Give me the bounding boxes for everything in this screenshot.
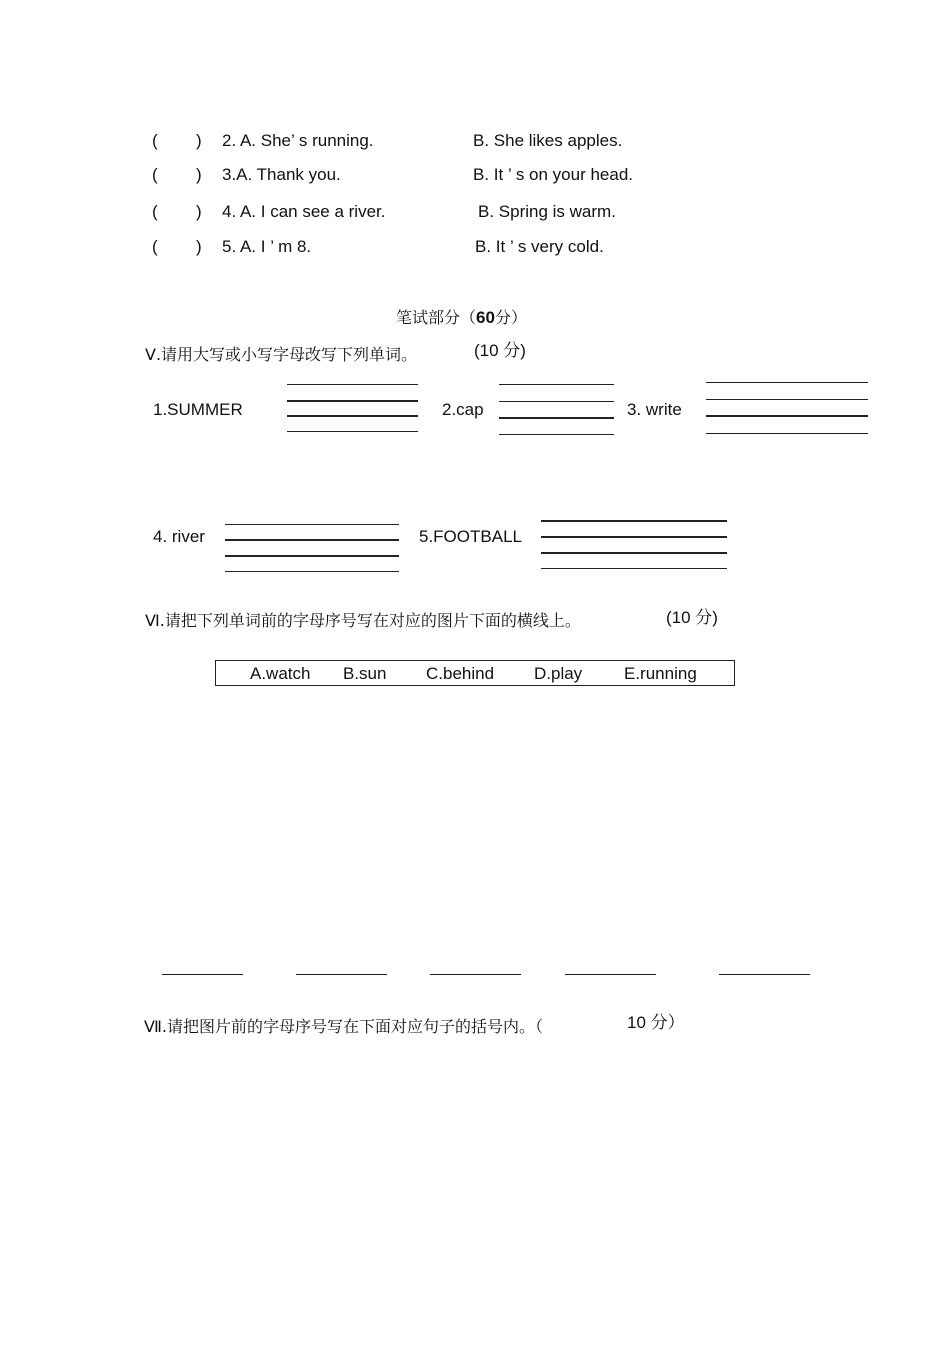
section5-title: Ⅴ.请用大写或小写字母改写下列单词。 [145,345,418,364]
section6-title: Ⅵ.请把下列单词前的字母序号写在对应的图片下面的横线上。 [145,611,581,630]
answer-bracket-open: ( [152,131,158,150]
answer-bracket-open: ( [152,237,158,256]
answer-bracket-close: ) [196,237,202,256]
option-a: 3.A. Thank you. [222,165,341,184]
word-option: B.sun [343,664,387,683]
answer-blank[interactable] [162,974,243,975]
word-river: 4. river [153,527,205,546]
word-option: D.play [534,664,583,683]
answer-blank[interactable] [430,974,521,975]
answer-blank[interactable] [565,974,656,975]
option-b: B. She likes apples. [473,131,623,150]
section5-score: (10 分) [474,341,526,360]
written-section-label: 笔试部分（ [396,308,477,327]
word-write: 3. write [627,400,682,419]
option-b: B. Spring is warm. [478,202,616,221]
option-a: 4. A. I can see a river. [222,202,386,221]
word-option: C.behind [426,664,495,683]
option-b: B. It ’ s very cold. [475,237,604,256]
written-section-score: 60 [476,308,495,327]
word-option: E.running [624,664,697,683]
section7-score: 10 分） [627,1013,685,1032]
word-football: 5.FOOTBALL [419,527,522,546]
answer-bracket-open: ( [152,165,158,184]
word-option: A.watch [250,664,311,683]
word-summer: 1.SUMMER [153,400,243,419]
written-section-unit: 分） [494,308,527,327]
word-cap: 2.cap [442,400,484,419]
answer-blank[interactable] [296,974,387,975]
answer-bracket-close: ) [196,165,202,184]
option-b: B. It ’ s on your head. [473,165,634,184]
option-a: 5. A. I ’ m 8. [222,237,312,256]
answer-bracket-close: ) [196,202,202,221]
written-section-heading [396,305,527,328]
section6-score: (10 分) [666,608,718,627]
option-a: 2. A. She’ s running. [222,131,374,150]
section7-title: Ⅶ.请把图片前的字母序号写在下面对应句子的括号内。（ [144,1017,544,1036]
answer-blank[interactable] [719,974,810,975]
answer-bracket-close: ) [196,131,202,150]
answer-bracket-open: ( [152,202,158,221]
